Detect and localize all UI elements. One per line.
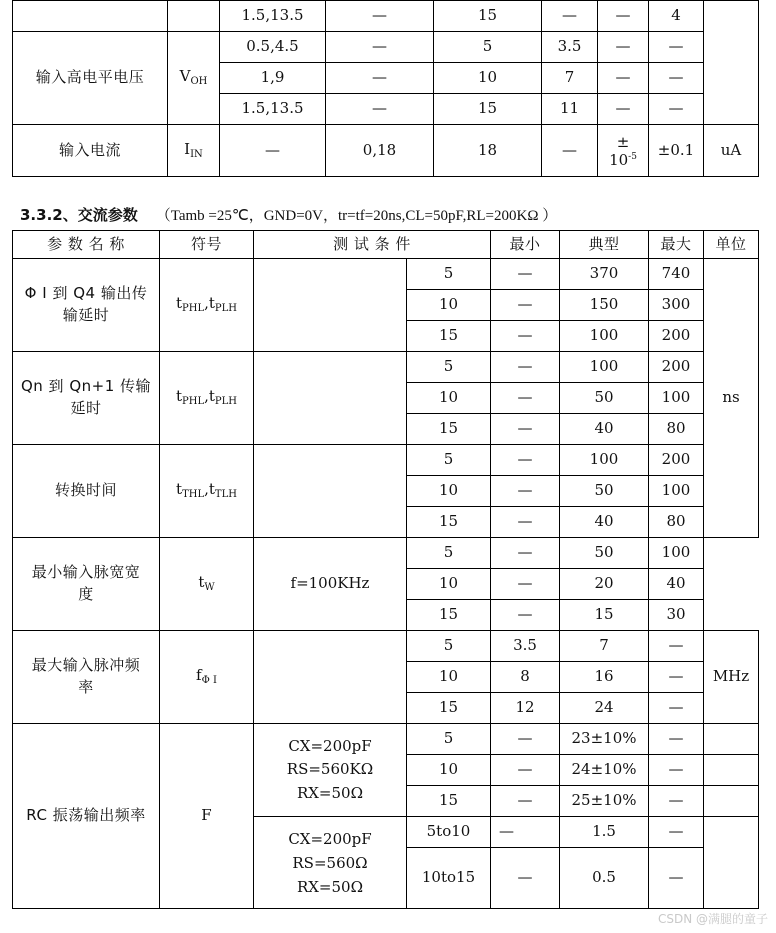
symbol-iin: $I_{IN}$: [168, 125, 220, 177]
table-row: 最小输入脉宽宽 度 $t_W$ f=100KHz 5 — 50 100: [13, 538, 759, 569]
table-row: 15 — 15 30: [13, 600, 759, 631]
table-header-row: [13, 231, 759, 259]
table-row: 10 — 50 100: [13, 383, 759, 414]
table-row: RC 振荡输出频率 F CX=200pF RS=560KΩ RX=50Ω 5 — 23±10% —: [13, 724, 759, 755]
symbol-cell: $t_{PHL},t_{PLH}$: [160, 259, 254, 352]
watermark: CSDN @满腿的童子: [657, 912, 768, 926]
param-cell: 转换时间: [13, 445, 160, 538]
table-row: 10 — 50 100: [13, 476, 759, 507]
symbol-cell: $t_{THL},t_{TLH}$: [160, 445, 254, 538]
section-number: 3.3.2、交流参数: [20, 206, 138, 224]
dc-parameter-table: [12, 0, 759, 177]
symbol-voh: $V_{OH}$: [168, 32, 220, 125]
header-typ: 典型: [560, 231, 649, 259]
table-row: 15 12 24 —: [13, 693, 759, 724]
table-row: 10to15 — 0.5 —: [13, 848, 759, 909]
unit-mhz: MHz: [704, 631, 759, 724]
table-row: 最大输入脉冲频 率 $f_{\Phi I}$ 5 3.5 7 — MHz: [13, 631, 759, 662]
param-voh: 输入高电平电压: [13, 32, 168, 125]
param-cell: Qn 到 Qn+1 传输 延时: [13, 352, 160, 445]
param-cell: RC 振荡输出频率: [13, 724, 160, 909]
table-row: 15 — 25±10% —: [13, 786, 759, 817]
param-cell: Φ I 到 Q4 输出传 输延时: [13, 259, 160, 352]
header-param: 参 数 名 称: [13, 231, 160, 259]
header-max: 最大: [649, 231, 704, 259]
table-row: Φ I 到 Q4 输出传 输延时 $t_{PHL},t_{PLH}$ 5 — 370 740 ns: [13, 259, 759, 290]
ac-parameter-table: [12, 230, 759, 909]
table-row: 10 — 150 300: [13, 290, 759, 321]
condition-cell: CX=200pF RS=560KΩ RX=50Ω: [254, 724, 407, 817]
symbol-cell: F: [160, 724, 254, 909]
header-unit: 单位: [704, 231, 759, 259]
param-iin: 输入电流: [13, 125, 168, 177]
table-row: 输入高电平电压 $V_{OH}$ 0.5,4.5 — 5 3.5 — —: [13, 32, 759, 63]
table-row: CX=200pF RS=560Ω RX=50Ω 5to10 — 1.5 —: [13, 817, 759, 848]
header-symbol: 符号: [160, 231, 254, 259]
table-row: 转换时间 $t_{THL},t_{TLH}$ 5 — 100 200: [13, 445, 759, 476]
condition-cell: f=100KHz: [254, 538, 407, 631]
table-row: 15 — 40 80: [13, 507, 759, 538]
symbol-cell: $t_W$: [160, 538, 254, 631]
param-cell: 最小输入脉宽宽 度: [13, 538, 160, 631]
table-row: 输入电流 $I_{IN}$ — 0,18 18 — ± $10^{-5}$ ±0.1 uA: [13, 125, 759, 177]
symbol-cell: $t_{PHL},t_{PLH}$: [160, 352, 254, 445]
table-row: Qn 到 Qn+1 传输 延时 $t_{PHL},t_{PLH}$ 5 — 100 200: [13, 352, 759, 383]
condition-cell: CX=200pF RS=560Ω RX=50Ω: [254, 817, 407, 909]
unit-ns: ns: [704, 259, 759, 538]
table-row: 10 — 24±10% —: [13, 755, 759, 786]
section-conditions: （Tamb =25℃，GND=0V，tr=tf=20ns,CL=50pF,RL=200KΩ ）: [155, 208, 558, 224]
header-conditions: 测 试 条 件: [254, 231, 491, 259]
symbol-cell: $f_{\Phi I}$: [160, 631, 254, 724]
table-row: 1.5,13.5 — 15 — — 4: [13, 1, 759, 32]
header-min: 最小: [491, 231, 560, 259]
table-row: 10 — 20 40: [13, 569, 759, 600]
table-row: 15 — 100 200: [13, 321, 759, 352]
param-cell: 最大输入脉冲频 率: [13, 631, 160, 724]
table-row: 15 — 40 80: [13, 414, 759, 445]
table-row: 1.5,13.5 — 15 11 — —: [13, 94, 759, 125]
section-heading: [20, 204, 557, 225]
table-row: 1,9 — 10 7 — —: [13, 63, 759, 94]
table-row: 10 8 16 —: [13, 662, 759, 693]
